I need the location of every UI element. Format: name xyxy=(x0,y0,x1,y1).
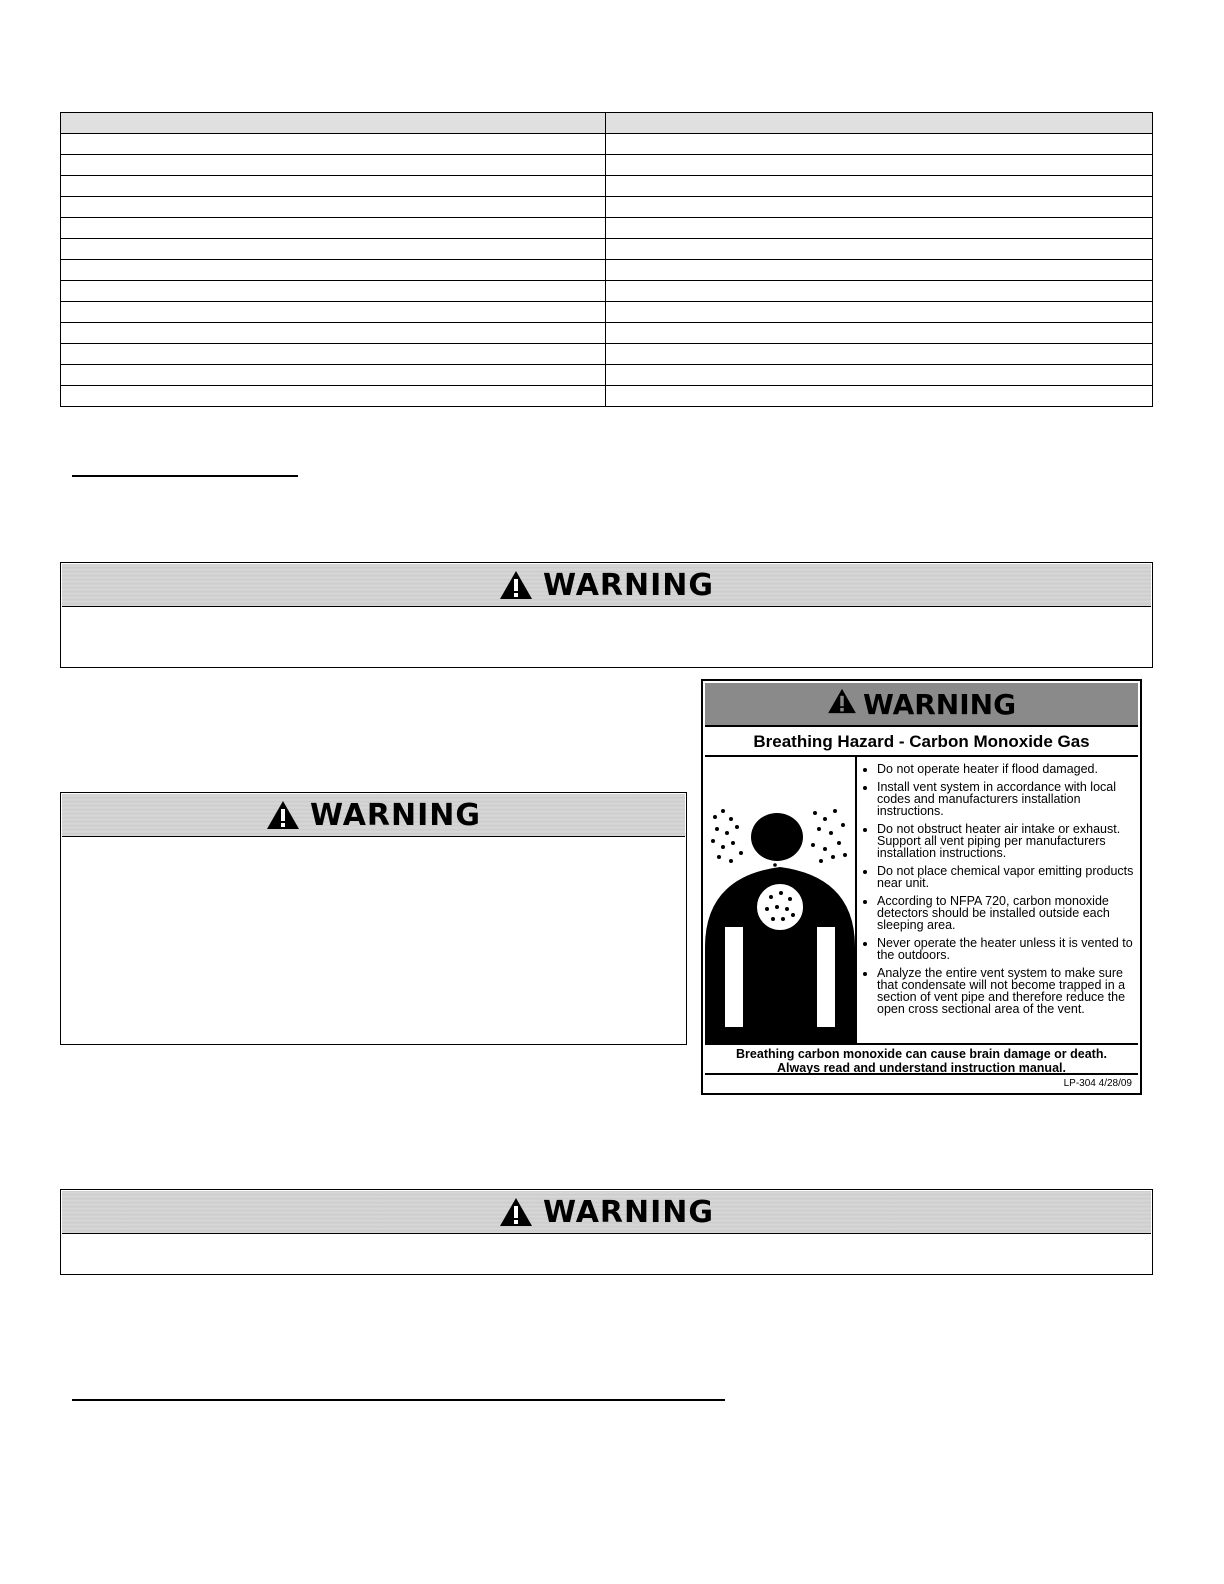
section-heading-underline xyxy=(72,1399,725,1401)
table-cell xyxy=(61,365,606,386)
label-hazard-item: • Do not place chemical vapor emitting products near unit. xyxy=(877,865,1134,889)
warning-triangle-icon xyxy=(827,688,857,721)
table-cell xyxy=(606,155,1153,176)
warning-title: WARNING xyxy=(542,567,715,603)
warning-body xyxy=(61,608,1152,620)
table-row xyxy=(61,344,1153,365)
table-cell xyxy=(606,386,1153,407)
warning-header xyxy=(62,1191,1151,1234)
table-header-cell xyxy=(61,113,606,134)
warning-box-bottom xyxy=(60,1189,1153,1275)
label-hazard-item: • Do not obstruct heater air intake or exhaust. Support all vent piping per manufacturers installation instructions. xyxy=(877,823,1134,859)
table-cell xyxy=(606,176,1153,197)
table-cell xyxy=(61,260,606,281)
label-hazard-list xyxy=(857,757,1138,1043)
label-subtitle: Breathing Hazard - Carbon Monoxide Gas xyxy=(705,729,1138,757)
breathing-hazard-pictogram-icon xyxy=(705,757,857,1043)
table-row xyxy=(61,155,1153,176)
table-cell xyxy=(606,134,1153,155)
table-row xyxy=(61,134,1153,155)
table-cell xyxy=(606,344,1153,365)
table-cell xyxy=(606,260,1153,281)
table-row xyxy=(61,239,1153,260)
warning-header xyxy=(62,564,1151,607)
table-cell xyxy=(606,281,1153,302)
table-cell xyxy=(606,323,1153,344)
warning-body xyxy=(61,1235,1152,1247)
table-cell xyxy=(61,176,606,197)
table-cell xyxy=(61,323,606,344)
carbon-monoxide-warning-label xyxy=(701,679,1142,1095)
label-hazard-item: • Do not operate heater if flood damaged. xyxy=(877,763,1134,775)
table-cell xyxy=(61,281,606,302)
table-cell xyxy=(61,155,606,176)
table-row xyxy=(61,197,1153,218)
table-row xyxy=(61,302,1153,323)
table-row xyxy=(61,176,1153,197)
table-cell xyxy=(61,239,606,260)
table-cell xyxy=(606,365,1153,386)
warning-triangle-icon xyxy=(499,1197,533,1227)
label-footer-line: Breathing carbon monoxide can cause brain damage or death. xyxy=(736,1047,1107,1061)
label-hazard-item: • Analyze the entire vent system to make sure that condensate will not become trapped in a section of vent pipe and therefore reduce the open cross sectional area of the vent. xyxy=(877,967,1134,1015)
label-footer-line: Always read and understand instruction manual. xyxy=(777,1061,1066,1075)
label-hazard-item: • Never operate the heater unless it is vented to the outdoors. xyxy=(877,937,1134,961)
table-cell xyxy=(61,218,606,239)
warning-header xyxy=(62,794,685,837)
warning-triangle-icon xyxy=(266,800,300,830)
warning-triangle-icon xyxy=(499,570,533,600)
table-row xyxy=(61,260,1153,281)
table-cell xyxy=(61,344,606,365)
warning-box-top xyxy=(60,562,1153,668)
table-row xyxy=(61,218,1153,239)
label-title: WARNING xyxy=(862,687,1017,721)
table-row xyxy=(61,365,1153,386)
label-hazard-item: • Install vent system in accordance with local codes and manufacturers installation instructions. xyxy=(877,781,1134,817)
warning-title: WARNING xyxy=(309,797,482,833)
table-cell xyxy=(606,239,1153,260)
table-row xyxy=(61,386,1153,407)
spec-table xyxy=(60,112,1153,407)
table-cell xyxy=(61,134,606,155)
warning-body xyxy=(61,838,686,850)
label-code: LP-304 4/28/09 xyxy=(1063,1078,1132,1089)
table-header-row xyxy=(61,113,1153,134)
table-cell xyxy=(606,197,1153,218)
label-hazard-item: • According to NFPA 720, carbon monoxide detectors should be installed outside each sleeping area. xyxy=(877,895,1134,931)
table-header-cell xyxy=(606,113,1153,134)
table-row xyxy=(61,281,1153,302)
table-cell xyxy=(61,302,606,323)
section-heading-underline xyxy=(72,475,298,477)
table-cell xyxy=(61,386,606,407)
table-row xyxy=(61,323,1153,344)
table-cell xyxy=(606,302,1153,323)
table-cell xyxy=(61,197,606,218)
warning-box-left xyxy=(60,792,687,1045)
table-cell xyxy=(606,218,1153,239)
label-footer xyxy=(705,1045,1138,1075)
warning-title: WARNING xyxy=(542,1194,715,1230)
label-header xyxy=(705,683,1138,727)
